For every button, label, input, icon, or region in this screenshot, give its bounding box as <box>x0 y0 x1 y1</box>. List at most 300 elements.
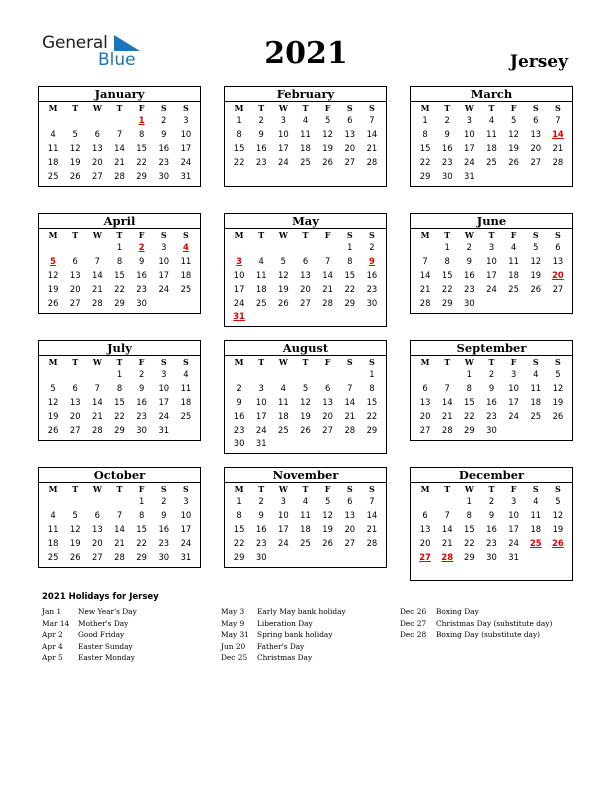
day-cell: 31 <box>158 424 170 435</box>
holiday-name: Liberation Day <box>257 618 313 628</box>
day-cell: 23 <box>441 156 453 167</box>
day-cell: 17 <box>180 523 192 534</box>
day-cell: 25 <box>508 283 519 294</box>
day-cell: 2 <box>138 369 145 379</box>
weekday-label: W <box>464 484 474 494</box>
weekday-label: M <box>234 357 244 367</box>
weekday-label: S <box>183 484 189 494</box>
day-cell: 18 <box>300 523 311 534</box>
day-cell: 4 <box>258 255 264 266</box>
holiday-name: Easter Sunday <box>78 641 133 651</box>
month-name: March <box>411 87 572 102</box>
day-cell: 26 <box>322 156 333 167</box>
weekday-label: T <box>302 357 309 367</box>
weekday-label: F <box>510 103 517 113</box>
day-cell: 4 <box>533 496 539 506</box>
weekday-label: F <box>138 484 145 494</box>
day-cell: 22 <box>233 537 245 548</box>
day-cell: 10 <box>508 382 519 393</box>
day-cell: 12 <box>508 128 519 139</box>
weekday-label: M <box>420 230 430 240</box>
day-cell: 15 <box>233 523 245 534</box>
day-cell: 21 <box>114 537 125 548</box>
day-cell: 20 <box>69 283 81 294</box>
holiday-column <box>42 606 137 664</box>
weekday-label: T <box>488 357 495 367</box>
day-cell: 11 <box>255 269 267 280</box>
day-cell: 10 <box>180 509 192 520</box>
weekday-label: S <box>532 484 539 494</box>
day-cell: 27 <box>92 551 103 562</box>
day-cell: 18 <box>278 410 289 421</box>
day-cell: 3 <box>280 496 287 506</box>
empty-day <box>64 241 86 255</box>
weekday-label: W <box>464 103 474 113</box>
day-cell: 19 <box>278 283 289 294</box>
page-title: 2021 <box>264 36 348 71</box>
day-cell: 5 <box>555 369 561 379</box>
holiday-row <box>400 606 552 618</box>
holiday-name: Good Friday <box>78 630 125 639</box>
holiday-date: May 3 <box>221 607 245 616</box>
empty-day <box>108 495 130 509</box>
empty-day <box>294 241 316 255</box>
month-name: June <box>411 214 572 229</box>
day-cell: 3 <box>183 496 189 506</box>
day-cell: 20 <box>530 142 542 153</box>
day-cell: 10 <box>278 128 289 139</box>
weekday-label: F <box>324 230 331 240</box>
day-cell: 22 <box>366 410 378 421</box>
day-cell: 15 <box>464 523 475 534</box>
day-cell: 1 <box>444 242 450 252</box>
day-cell: 2 <box>258 496 264 506</box>
day-cell: 17 <box>180 142 192 153</box>
day-cell: 31 <box>508 551 519 562</box>
day-cell: 22 <box>114 410 125 421</box>
day-cell: 11 <box>278 396 289 407</box>
holiday-day: 25 <box>529 537 542 548</box>
day-cell: 20 <box>419 410 431 421</box>
day-cell: 15 <box>344 269 356 280</box>
day-cell: 18 <box>486 142 497 153</box>
day-cell: 25 <box>47 551 59 562</box>
weekday-label: M <box>48 357 58 367</box>
empty-day <box>317 368 339 382</box>
empty-day <box>339 368 361 382</box>
day-cell: 1 <box>466 369 473 379</box>
month-name: February <box>225 87 386 102</box>
day-cell: 6 <box>533 115 539 125</box>
day-cell: 25 <box>180 410 192 421</box>
day-cell: 19 <box>69 537 81 548</box>
day-cell: 14 <box>92 396 103 407</box>
day-cell: 10 <box>158 382 170 393</box>
day-cell: 13 <box>69 396 81 407</box>
day-cell: 30 <box>441 170 453 181</box>
day-cell: 19 <box>47 283 59 294</box>
day-cell: 18 <box>47 156 59 167</box>
day-cell: 8 <box>347 255 353 266</box>
holiday-date: Mar 14 <box>42 618 70 628</box>
day-cell: 5 <box>555 496 561 506</box>
day-cell: 28 <box>441 424 453 435</box>
holiday-day: 27 <box>419 551 431 562</box>
weekday-label: W <box>278 103 288 113</box>
day-cell: 16 <box>255 523 267 534</box>
day-cell: 13 <box>344 509 356 520</box>
day-cell: 29 <box>136 170 147 181</box>
holiday-date: Apr 4 <box>42 641 63 651</box>
day-cell: 24 <box>255 424 267 435</box>
weekday-label: F <box>324 103 331 113</box>
day-cell: 27 <box>530 156 542 167</box>
weekday-label: S <box>532 103 539 113</box>
day-cell: 21 <box>552 142 564 153</box>
day-cell: 16 <box>255 142 267 153</box>
day-cell: 11 <box>508 255 519 266</box>
holiday-row <box>221 652 346 664</box>
month-april <box>38 213 201 314</box>
day-cell: 1 <box>422 115 428 125</box>
holiday-day: 20 <box>552 269 564 280</box>
day-cell: 6 <box>324 382 331 393</box>
day-cell: 6 <box>347 496 353 506</box>
day-cell: 4 <box>280 382 287 393</box>
day-cell: 15 <box>114 396 125 407</box>
day-cell: 30 <box>158 551 170 562</box>
day-cell: 1 <box>466 496 473 506</box>
weekday-label: F <box>138 230 145 240</box>
day-cell: 2 <box>466 242 473 252</box>
month-name: October <box>39 468 200 483</box>
day-cell: 5 <box>50 382 56 393</box>
day-cell: 20 <box>344 523 356 534</box>
empty-day <box>436 495 458 509</box>
day-cell: 24 <box>158 410 170 421</box>
day-cell: 29 <box>366 424 378 435</box>
weekday-label: M <box>420 103 430 113</box>
month-name: January <box>39 87 200 102</box>
day-cell: 15 <box>366 396 378 407</box>
holiday-row <box>221 641 346 653</box>
day-cell: 27 <box>344 537 356 548</box>
day-cell: 9 <box>236 396 242 407</box>
day-cell: 9 <box>444 128 450 139</box>
day-cell: 17 <box>158 269 170 280</box>
empty-day <box>414 495 436 509</box>
day-cell: 15 <box>419 142 431 153</box>
day-cell: 12 <box>552 382 564 393</box>
weekday-label: S <box>555 484 561 494</box>
day-cell: 16 <box>486 523 497 534</box>
weekday-label: M <box>48 103 58 113</box>
day-cell: 6 <box>347 115 353 125</box>
day-cell: 30 <box>233 438 245 449</box>
day-cell: 13 <box>92 523 103 534</box>
day-cell: 12 <box>69 142 81 153</box>
day-cell: 28 <box>322 297 333 308</box>
day-cell: 5 <box>72 509 78 520</box>
day-cell: 19 <box>300 410 311 421</box>
logo-text-blue: Blue <box>98 50 136 70</box>
empty-day <box>250 368 272 382</box>
day-cell: 12 <box>322 509 333 520</box>
day-cell: 21 <box>441 410 453 421</box>
day-cell: 22 <box>136 156 147 167</box>
weekday-label: T <box>444 484 451 494</box>
day-cell: 16 <box>464 269 475 280</box>
day-cell: 9 <box>161 509 167 520</box>
day-cell: 22 <box>464 410 475 421</box>
day-cell: 22 <box>464 537 475 548</box>
day-cell: 18 <box>180 396 192 407</box>
day-cell: 2 <box>258 115 264 125</box>
day-cell: 5 <box>324 115 331 125</box>
day-cell: 22 <box>136 537 147 548</box>
day-cell: 24 <box>278 537 289 548</box>
day-cell: 11 <box>486 128 497 139</box>
empty-day <box>64 114 86 128</box>
day-cell: 19 <box>508 142 519 153</box>
day-cell: 9 <box>258 128 264 139</box>
day-cell: 7 <box>116 128 123 139</box>
day-cell: 29 <box>233 551 245 562</box>
empty-day <box>228 368 250 382</box>
day-cell: 1 <box>138 496 145 506</box>
day-cell: 13 <box>530 128 542 139</box>
holiday-row <box>42 641 137 653</box>
day-cell: 26 <box>47 424 59 435</box>
weekday-label: M <box>234 484 244 494</box>
day-cell: 14 <box>419 269 431 280</box>
day-cell: 5 <box>280 255 287 266</box>
holiday-date: May 9 <box>221 618 245 628</box>
weekday-label: T <box>116 230 123 240</box>
day-cell: 3 <box>161 242 167 252</box>
day-cell: 23 <box>233 424 245 435</box>
empty-day <box>86 495 108 509</box>
month-march <box>410 86 573 187</box>
day-cell: 14 <box>441 396 453 407</box>
holiday-column <box>400 606 552 641</box>
day-cell: 11 <box>300 509 311 520</box>
holiday-day: 1 <box>138 115 145 125</box>
month-may <box>224 213 387 327</box>
day-cell: 6 <box>72 255 78 266</box>
day-cell: 6 <box>94 128 101 139</box>
weekday-label: T <box>302 484 309 494</box>
day-cell: 29 <box>114 297 125 308</box>
day-cell: 14 <box>366 509 378 520</box>
weekday-label: T <box>302 230 309 240</box>
day-cell: 4 <box>533 369 539 379</box>
weekday-label: F <box>324 357 331 367</box>
day-cell: 15 <box>136 142 147 153</box>
empty-day <box>108 114 130 128</box>
holiday-name: Father's Day <box>257 641 305 651</box>
empty-day <box>42 495 64 509</box>
day-cell: 1 <box>347 242 353 252</box>
holiday-row <box>221 618 346 630</box>
day-cell: 14 <box>92 269 103 280</box>
day-cell: 20 <box>69 410 81 421</box>
day-cell: 22 <box>114 283 125 294</box>
day-cell: 23 <box>136 410 147 421</box>
day-cell: 10 <box>180 128 192 139</box>
day-cell: 17 <box>486 269 497 280</box>
weekday-label: W <box>92 230 102 240</box>
weekday-label: F <box>138 103 145 113</box>
day-cell: 19 <box>552 523 564 534</box>
day-cell: 3 <box>466 115 473 125</box>
day-cell: 16 <box>441 142 453 153</box>
day-cell: 8 <box>236 128 242 139</box>
holiday-name: Early May bank holiday <box>257 607 346 616</box>
day-cell: 9 <box>258 509 264 520</box>
day-cell: 17 <box>278 142 289 153</box>
day-cell: 31 <box>180 170 192 181</box>
day-cell: 14 <box>366 128 378 139</box>
day-cell: 7 <box>555 115 561 125</box>
empty-day <box>64 495 86 509</box>
day-cell: 15 <box>136 523 147 534</box>
day-cell: 23 <box>486 410 497 421</box>
day-cell: 26 <box>47 297 59 308</box>
day-cell: 21 <box>92 283 103 294</box>
month-august <box>224 340 387 454</box>
day-cell: 21 <box>441 537 453 548</box>
day-cell: 29 <box>464 424 475 435</box>
weekday-label: W <box>464 357 474 367</box>
day-cell: 8 <box>116 382 123 393</box>
day-cell: 18 <box>530 396 542 407</box>
weekday-label: W <box>464 230 474 240</box>
day-cell: 3 <box>183 115 189 125</box>
day-cell: 7 <box>324 255 331 266</box>
day-cell: 29 <box>114 424 125 435</box>
day-cell: 30 <box>366 297 378 308</box>
day-cell: 2 <box>236 382 242 393</box>
day-cell: 16 <box>136 269 147 280</box>
day-cell: 27 <box>344 156 356 167</box>
day-cell: 23 <box>136 283 147 294</box>
day-cell: 22 <box>419 156 431 167</box>
day-cell: 9 <box>138 255 145 266</box>
day-cell: 27 <box>552 283 564 294</box>
day-cell: 1 <box>116 242 123 252</box>
day-cell: 7 <box>422 255 428 266</box>
weekday-label: S <box>369 357 375 367</box>
holiday-day: 26 <box>552 537 564 548</box>
empty-day <box>42 241 64 255</box>
month-november <box>224 467 387 568</box>
holiday-date: Jan 1 <box>42 607 62 616</box>
day-cell: 19 <box>69 156 81 167</box>
weekday-label: T <box>258 103 265 113</box>
day-cell: 6 <box>422 509 428 520</box>
empty-day <box>414 241 436 255</box>
day-cell: 16 <box>233 410 245 421</box>
day-cell: 27 <box>69 297 81 308</box>
holiday-date: May 31 <box>221 630 249 639</box>
holiday-name: Spring bank holiday <box>257 630 333 639</box>
weekday-label: T <box>258 357 265 367</box>
day-cell: 12 <box>69 523 81 534</box>
holiday-date: Dec 28 <box>400 630 427 639</box>
day-cell: 7 <box>347 382 353 393</box>
empty-day <box>436 368 458 382</box>
day-cell: 31 <box>180 551 192 562</box>
day-cell: 13 <box>419 523 431 534</box>
day-cell: 23 <box>158 537 170 548</box>
day-cell: 13 <box>300 269 311 280</box>
day-cell: 24 <box>158 283 170 294</box>
day-cell: 12 <box>530 255 542 266</box>
day-cell: 17 <box>255 410 267 421</box>
month-january <box>38 86 201 187</box>
day-cell: 18 <box>530 523 542 534</box>
day-cell: 9 <box>466 255 473 266</box>
day-cell: 6 <box>94 509 101 520</box>
weekday-label: M <box>420 484 430 494</box>
day-cell: 15 <box>233 142 245 153</box>
day-cell: 23 <box>255 537 267 548</box>
day-cell: 24 <box>508 410 519 421</box>
day-cell: 1 <box>116 369 123 379</box>
day-cell: 10 <box>158 255 170 266</box>
weekday-label: T <box>116 103 123 113</box>
month-october <box>38 467 201 568</box>
weekday-label: S <box>160 484 167 494</box>
day-cell: 18 <box>47 537 59 548</box>
weekday-label: T <box>444 357 451 367</box>
day-cell: 4 <box>183 369 189 379</box>
weekday-label: T <box>488 484 495 494</box>
holiday-name: Easter Monday <box>78 653 135 662</box>
month-july <box>38 340 201 441</box>
month-june <box>410 213 573 314</box>
day-cell: 6 <box>302 255 309 266</box>
day-cell: 23 <box>366 283 378 294</box>
weekday-label: W <box>278 484 288 494</box>
weekday-label: W <box>92 484 102 494</box>
day-cell: 12 <box>47 396 59 407</box>
day-cell: 28 <box>419 297 431 308</box>
weekday-label: S <box>369 484 375 494</box>
day-cell: 28 <box>114 170 125 181</box>
day-cell: 6 <box>422 382 428 393</box>
day-cell: 18 <box>255 283 267 294</box>
day-cell: 17 <box>508 396 519 407</box>
holiday-row <box>42 606 137 618</box>
day-cell: 14 <box>322 269 333 280</box>
holiday-name: Boxing Day (substitute day) <box>436 630 541 639</box>
empty-day <box>86 368 108 382</box>
empty-day <box>317 241 339 255</box>
weekday-label: W <box>92 103 102 113</box>
weekday-label: S <box>183 230 189 240</box>
day-cell: 14 <box>114 142 125 153</box>
day-cell: 13 <box>92 142 103 153</box>
day-cell: 25 <box>180 283 192 294</box>
month-february <box>224 86 387 187</box>
holiday-date: Dec 26 <box>400 607 427 616</box>
day-cell: 25 <box>530 410 542 421</box>
day-cell: 16 <box>158 142 170 153</box>
day-cell: 24 <box>233 297 245 308</box>
weekday-label: T <box>72 357 79 367</box>
